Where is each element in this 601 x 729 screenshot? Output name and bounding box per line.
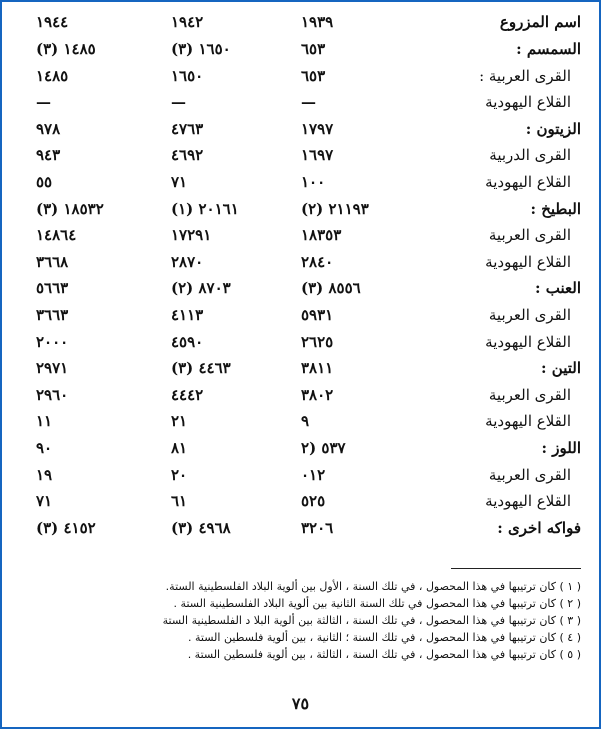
row-label: القرى الدربية [489,146,571,165]
row-label: القلاع اليهودية [485,412,571,431]
value-1944: ٩٤٣ [36,146,61,165]
table-row [0,383,601,409]
value-1939: ٥٣٧ (٢ [301,439,346,457]
value-1942: ٨١ [171,439,188,457]
value-1942: ٢٠ [171,465,188,484]
value-1939: ١٦٩٧ [301,146,334,165]
value-1942: ٤٧٦٣ [171,119,204,138]
value-1942: ٦١ [171,492,188,511]
value-1939: ٢٨٤٠ [301,252,334,271]
footnote-2: ( ٢ ) كان ترتيبها في هذا المحصول في تلك السنة الثانية بين ألوية البلاد الفلسطينية الستة . [173,597,581,610]
table-header [0,10,601,36]
value-1942: ٨٧٠٣ (٢) [171,279,231,298]
header-crop-name: اسم المزروع [499,13,581,31]
row-label: القلاع اليهودية [485,332,571,351]
table-row [0,303,601,329]
row-label: القلاع اليهودية [485,252,571,271]
value-1944: ٣٦٦٣ [36,306,69,324]
value-1939: ١٠٠ [301,173,326,191]
table-row [0,489,601,515]
row-label: السمسم : [516,40,581,58]
value-1939: ٠١٢ [301,465,326,484]
row-label: القرى العربية [488,306,571,324]
table-row [0,356,601,382]
value-1942: — [171,93,186,112]
value-1944: ٧١ [36,492,53,511]
value-1939: ٣٨٠٢ [301,385,334,404]
value-1944: ١١ [36,412,53,431]
value-1942: ٤١١٣ [171,306,204,324]
value-1944: ١٨٥٣٢ (٣) [36,199,104,218]
header-year-1942: ١٩٤٢ [171,13,204,31]
value-1939: ٢١١٩٣ (٢) [301,199,369,218]
value-1939: ٨٥٥٦ (٣) [301,279,361,298]
row-label: البطيخ : [530,199,581,218]
header-year-1944: ١٩٤٤ [36,13,69,31]
table-row [0,143,601,169]
table-row [0,330,601,356]
value-1939: ٣٢٠٦ [301,518,334,537]
value-1944: ٩٠ [36,439,53,457]
table-row [0,170,601,196]
footnote-5: ( ٥ ) كان ترتيبها في هذا المحصول ، في تلك السنة ، الثالثة ، بين ألوية فلسطين الستة . [187,648,581,661]
table-row [0,409,601,435]
header-year-1939: ١٩٣٩ [301,13,334,31]
value-1942: ٢٠١٦١ (١) [171,199,239,218]
value-1944: ١٤٨٦٤ [36,226,77,245]
footnote-3: ( ٣ ) كان ترتيبها في هذا المحصول ، في تلك السنة ، الثالثة بين ألوية البلا د الفلسطينية الستة [162,614,581,627]
value-1944: — [36,93,51,112]
value-1944: ١٤٨٥ (٣) [36,40,96,58]
row-label: القرى العربية [488,385,571,404]
table-row [0,223,601,249]
value-1939: ٢٦٢٥ [301,332,334,351]
value-1939: — [301,93,316,112]
value-1939: ١٧٩٧ [301,119,334,138]
value-1942: ٤٦٩٢ [171,146,204,165]
table-row [0,90,601,116]
row-label: القلاع اليهودية [485,93,571,112]
page-number: ٧٥ [291,694,310,713]
row-label: التين : [541,359,581,378]
value-1944: ٤١٥٢ (٣) [36,518,96,537]
value-1942: ١٦٥٠ (٣) [171,40,231,58]
table-row [0,64,601,90]
row-label: القلاع اليهودية [485,492,571,511]
value-1944: ٢٩٦٠ [36,385,69,404]
value-1944: ١٤٨٥ [36,66,69,85]
value-1939: ٩ [301,412,310,431]
value-1939: ٥٩٣١ [301,306,334,324]
row-label: الزيتون : [525,119,581,138]
table-row [0,463,601,489]
value-1944: ٥٥ [36,173,53,191]
value-1944: ٩٧٨ [36,119,61,138]
row-label: القرى العربية [488,226,571,245]
value-1939: ٥٢٥ [301,492,326,511]
value-1939: ٣٨١١ [301,359,334,378]
table-row [0,276,601,302]
table-row [0,117,601,143]
value-1942: ٤٤٤٢ [171,385,204,404]
value-1939: ٦٥٣ [301,66,326,85]
footnote-rule [451,568,581,569]
value-1942: ٤٩٦٨ (٣) [171,518,231,537]
value-1942: ٢١ [171,412,188,431]
value-1942: ٤٤٦٣ (٣) [171,359,231,378]
footnotes [21,578,581,663]
table-row [0,197,601,223]
value-1939: ١٨٣٥٣ [301,226,342,245]
value-1942: ١٧٢٩١ [171,226,212,245]
value-1944: ٢٩٧١ [36,359,69,378]
row-label: العنب : [535,279,581,298]
value-1944: ٥٦٦٣ [36,279,69,298]
row-label: القلاع اليهودية [485,173,571,191]
footnote-4: ( ٤ ) كان ترتيبها في هذا المحصول ، في تلك السنة ؛ الثانية ، بين ألوية فلسطين الستة . [188,631,581,644]
table-row [0,436,601,462]
footnote-1: ( ١ ) كان ترتيبها في هذا المحصول ، في تلك السنة ، الأول بين ألوية البلاد الفلسطينية الستة. [165,580,581,593]
value-1942: ١٦٥٠ [171,66,204,85]
value-1944: ٣٦٦٨ [36,252,69,271]
table-row [0,516,601,542]
row-label: اللوز : [541,439,581,457]
value-1939: ٦٥٣ [301,40,326,58]
value-1942: ٢٨٧٠ [171,252,204,271]
value-1942: ٤٥٩٠ [171,332,204,351]
row-label: فواكه اخرى : [497,518,581,537]
row-label: القرى العربية : [479,66,571,85]
row-label: القرى العربية [488,465,571,484]
value-1944: ١٩ [36,465,53,484]
value-1942: ٧١ [171,173,188,191]
value-1944: ٢٠٠٠ [36,332,69,351]
table-row [0,250,601,276]
table-row [0,37,601,63]
